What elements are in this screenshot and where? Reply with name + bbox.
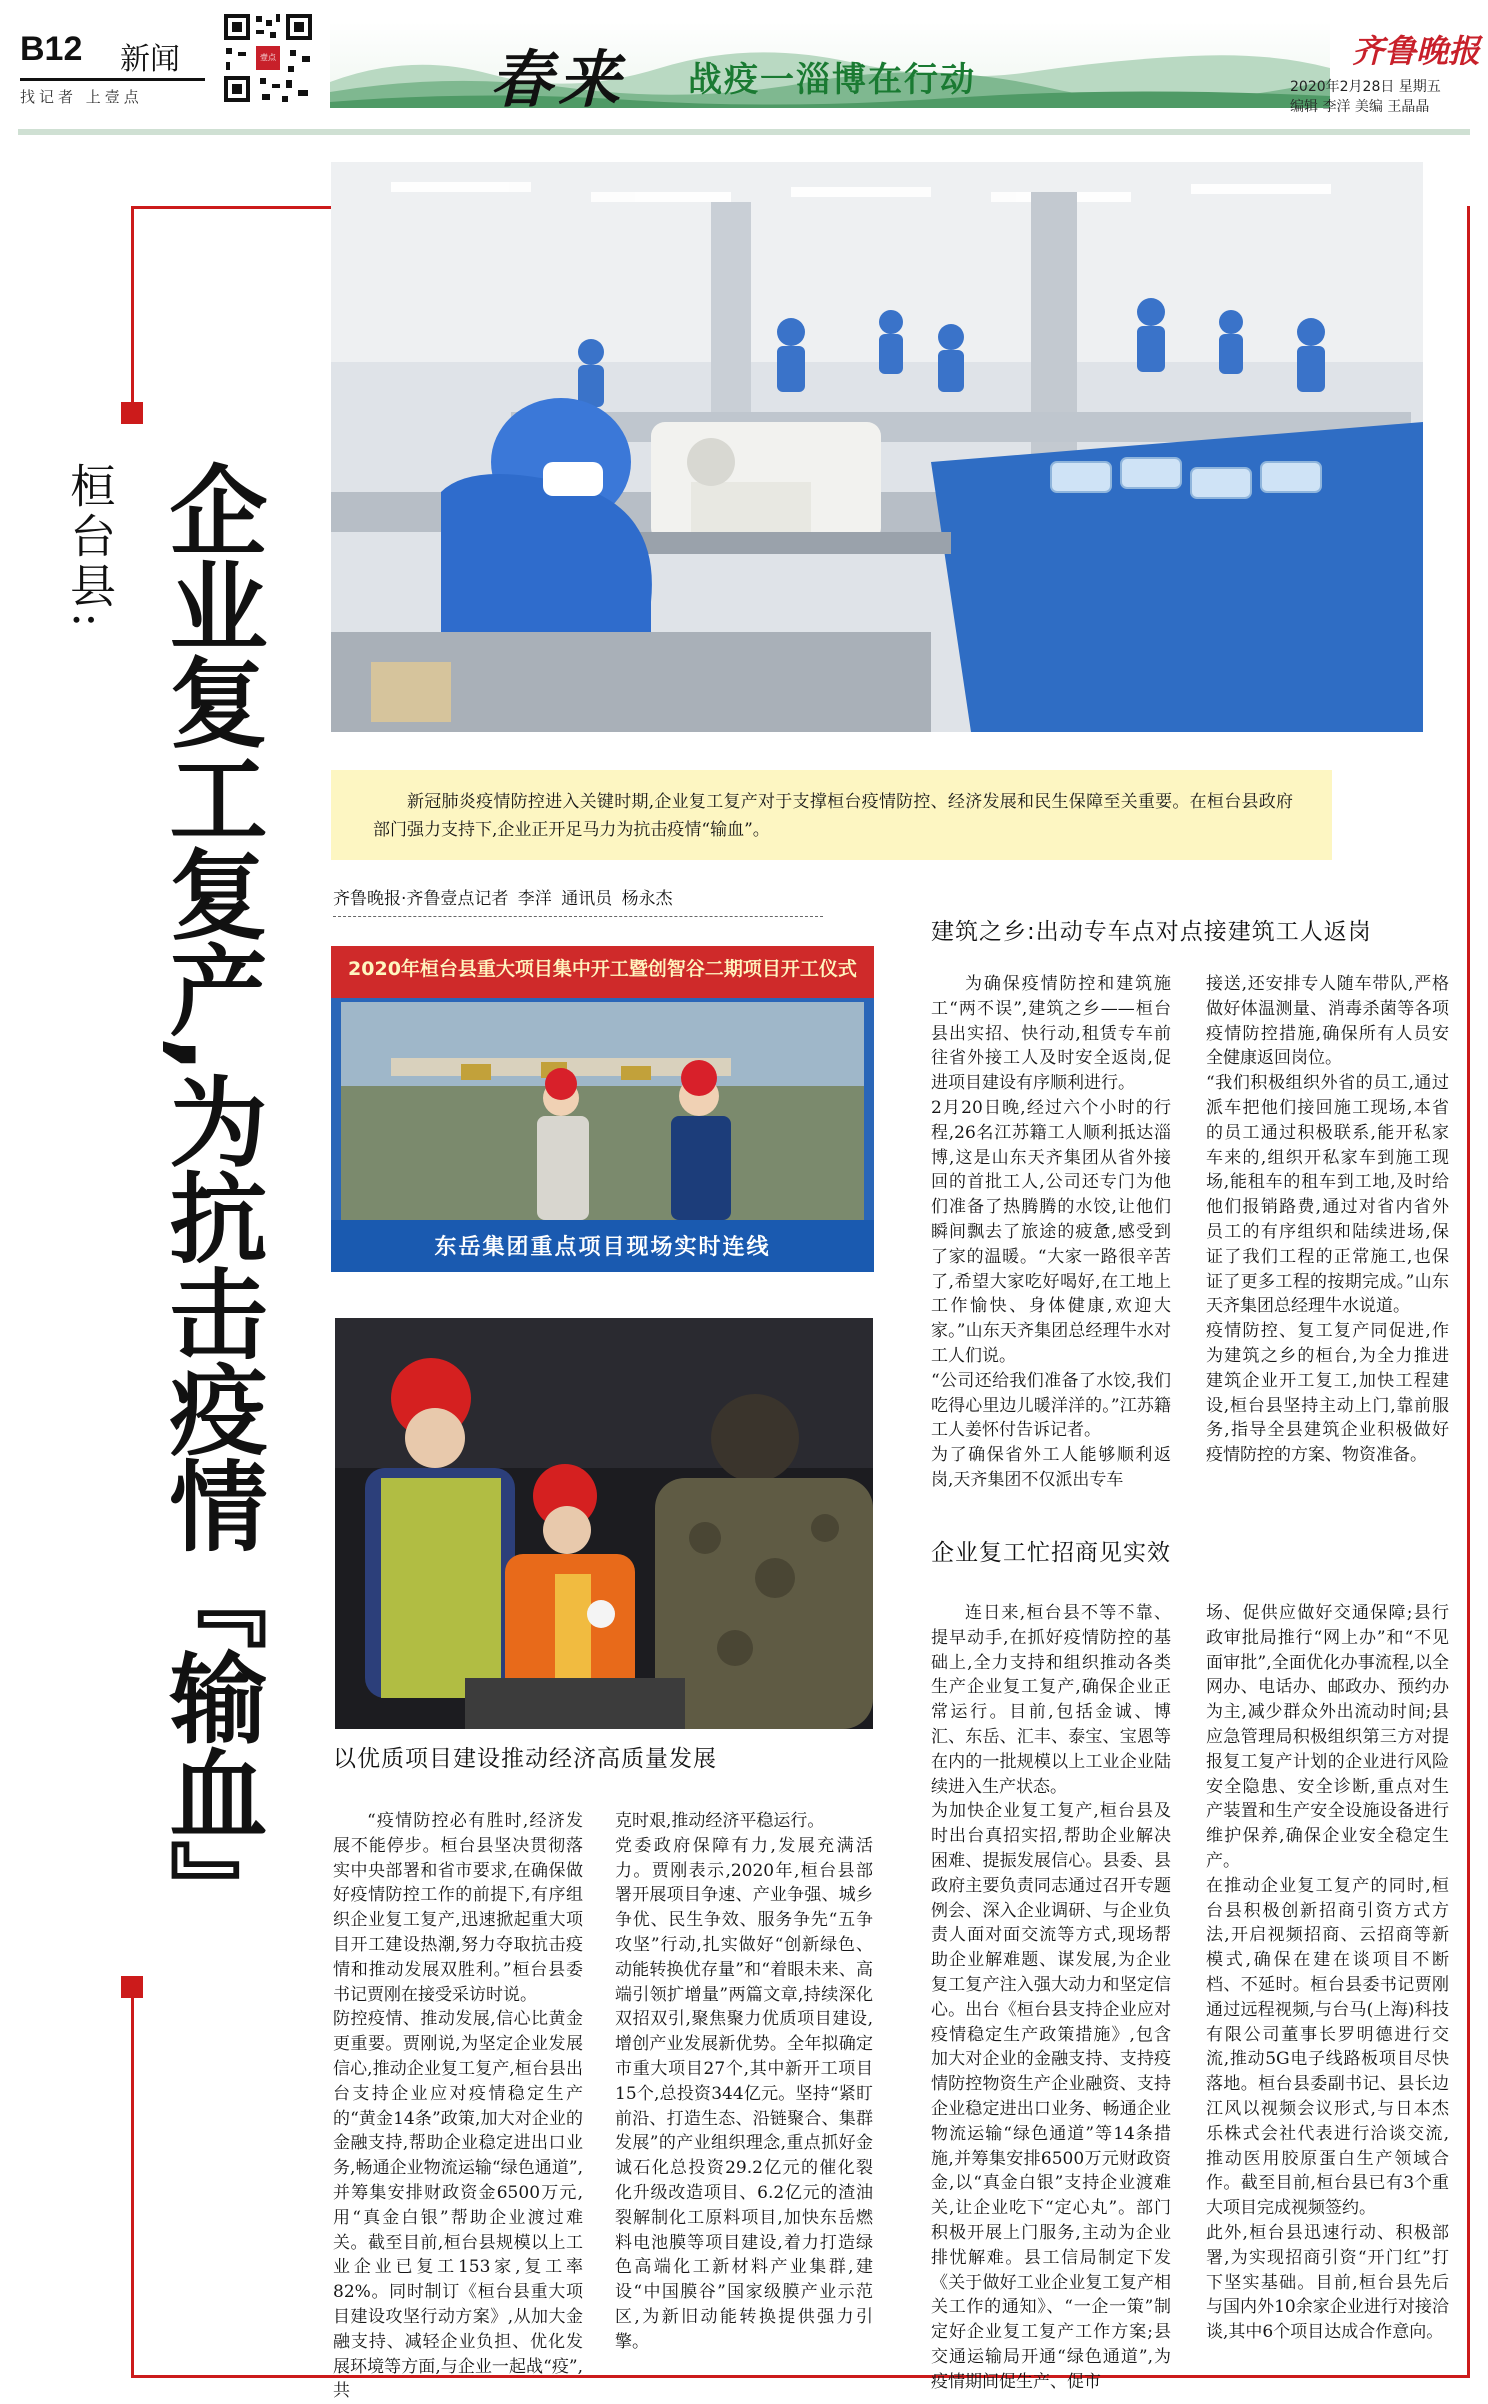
factory-workers-photo: [331, 162, 1423, 732]
temperature-check-scene-image: [335, 1318, 873, 1729]
night-workers-photo: [335, 1318, 873, 1729]
headline-kicker: 桓台县:: [63, 462, 117, 632]
header-divider: [20, 78, 205, 81]
frame-top-line: [131, 206, 332, 209]
section-label: 新闻: [120, 42, 180, 77]
projects-col2-text: 克时艰,推动经济平稳运行。 党委政府保障有力,发展充满活力。贾刚表示,2020年,桓台县部署开展项目争速、产业争强、城乡争优、民生争效、服务争先“五争攻坚”行动,扎实做好“创新绿色、动能转换优存量”和“着眼未来、高端引领扩增量”两篇文章,持续深化双招双引,聚焦聚力优质项目建设,增创产业发展新优势。全年拟确定市重大项目27个,其中新开工项目15个,总投资344亿元。坚持“紧盯前沿、打造生态、沿链聚合、集群发展”的产业组织理念,重点抓好金诚石化总投资29.2亿元的催化裂化升级改造项目、6.2亿元的渣油裂解制化工原料项目,加快东岳燃料电池膜等项目建设,着力打造绿色高端化工新材料产业集群,建设“中国膜谷”国家级膜产业示范区,为新旧动能转换提供强力引擎。: [615, 1811, 873, 2352]
header-rule: [18, 129, 1470, 135]
live-link-caption: 东岳集团重点项目现场实时连线: [434, 1235, 771, 1260]
investment-col1-text: 连日来,桓台县不等不靠、提早动手,在抓好疫情防控的基础上,全力支持和组织推动各类生产企业复工复产,确保企业正常运行。目前,包括金诚、博汇、东岳、汇丰、泰宝、宝恩等在内的一批规模以上工业企业陆续进入生产状态。 为加快企业复工复产,桓台县及时出台真招实招,帮助企业解决困难、提振发展信心。县委、县政府主要负责同志通过召开专题例会、深入企业调研、与企业负责人面对面交流等方式,现场帮助企业解难题、谋发展,为企业复工复产注入强大动力和坚定信心。出台《桓台县支持企业应对疫情稳定生产政策措施》,包含加大对企业的金融支持、支持疫情防控物资生产企业融资、支持企业稳定进出口业务、畅通企业物流运输“绿色通道”等14条措施,并筹集安排6500万元财政资金,以“真金白银”支持企业渡难关,让企业吃下“定心丸”。部门积极开展上门服务,主动为企业排忧解难。县工信局制定下发《关于做好工业企业复工复产相关工作的通知》、“一企一策”制定好企业复工复产工作方案;县交通运输局开通“绿色通道”,为疫情期间促生产、促市: [931, 1603, 1171, 2392]
construction-col2-text: 接送,还安排专人随车带队,严格做好体温测量、消毒杀菌等各项疫情防控措施,确保所有人员安全健康返回岗位。 “我们积极组织外省的员工,通过派车把他们接回施工现场,本省的员工通过积极联系,能开私家车来的,组织开私家车到施工现场,能租车的租车到工地,及时给他们报销路费,通过对省内省外员工的有序组织和陆续进场,保证了我们工程的正常施工,也保证了更多工程的按期完成。”山东天齐集团总经理牛水说道。 疫情防控、复工复产同促进,作为建筑之乡的桓台,为全力推进建筑企业开工复工,加快工程建设,桓台县坚持主动上门,靠前服务,指导全县建筑企业积极做好疫情防控的方案、物资准备。: [1206, 974, 1449, 1466]
issue-date: 2020年2月28日 星期五: [1290, 79, 1441, 95]
investment-column-2: [1206, 1601, 1449, 2345]
section-heading-investment: 企业复工忙招商见实效: [931, 1540, 1171, 1566]
projects-column-1: [333, 1809, 583, 2404]
frame-right-line: [1467, 206, 1470, 2378]
construction-col1-text: 为确保疫情防控和建筑施工“两不误”,建筑之乡——桓台县出实招、快行动,租赁专车前往省外接工人及时安全返岗,促进项目建设有序顺利进行。 2月20日晚,经过六个小时的行程,26名江苏籍工人顺利抵达淄博,这是山东天齐集团从省外接回的首批工人,公司还专门为他们准备了热腾腾的水饺,让他们瞬间飘去了旅途的疲惫,感受到了家的温暖。“大家一路很辛苦了,希望大家吃好喝好,在工地上工作愉快、身体健康,欢迎大家。”山东天齐集团总经理牛水对工人们说。 “公司还给我们准备了水饺,我们吃得心里边儿暖洋洋的。”江苏籍工人姜怀付告诉记者。 为了确保省外工人能够顺利返岗,天齐集团不仅派出专车: [931, 974, 1171, 1490]
ceremony-video-link-photo: [331, 946, 874, 1272]
editor-credits: 编辑 李洋 美编 王晶晶: [1290, 99, 1430, 115]
paper-logo: 齐鲁晚报: [1352, 32, 1481, 70]
qr-code[interactable]: [220, 10, 316, 106]
series-title: 春来: [490, 43, 627, 116]
frame-marker-bottom: [121, 1976, 143, 1998]
page-header: [0, 0, 1488, 140]
investment-column-1: [931, 1601, 1171, 2395]
section-heading-construction: 建筑之乡:出动专车点对点接建筑工人返岗: [931, 919, 1372, 945]
byline-rule: [333, 916, 823, 917]
frame-left-line-upper: [131, 206, 134, 419]
projects-col1-text: “疫情防控必有胜时,经济发展不能停步。桓台县坚决贯彻落实中央部署和省市要求,在确保做好疫情防控工作的前提下,有序组织企业复工复产,迅速掀起重大项目开工建设热潮,努力夺取抗击疫情和推动发展双胜利。”桓台县委书记贾刚在接受采访时说。 防控疫情、推动发展,信心比黄金更重要。贾刚说,为坚定企业发展信心,推动企业复工复产,桓台县出台支持企业应对疫情稳定生产的“黄金14条”政策,加大对企业的金融支持,帮助企业稳定进出口业务,畅通企业物流运输“绿色通道”,并筹集安排财政资金6500万元,用“真金白银”帮助企业渡过难关。截至目前,桓台县规模以上工业企业已复工153家,复工率82%。同时制订《桓台县重大项目建设攻坚行动方案》,从加大金融支持、减轻企业负担、优化发展环境等方面,与企业一起战“疫”,共: [333, 1811, 583, 2402]
construction-column-1: [931, 972, 1171, 1493]
page-number: B12: [20, 30, 83, 68]
construction-column-2: [1206, 972, 1449, 1468]
brand-slogan: 找记者 上壹点: [20, 88, 143, 106]
ceremony-banner-text: 2020年桓台县重大项目集中开工暨创智谷二期项目开工仪式: [348, 958, 857, 980]
investment-col2-text: 场、促供应做好交通保障;县行政审批局推行“网上办”和“不见面审批”,全面优化办事流程,以全网办、电话办、邮政办、预约办为主,减少群众外出流动时间;县应急管理局积极组织第三方对提报复工复产计划的企业进行风险安全隐患、安全诊断,重点对生产装置和生产安全设施设备进行维护保养,确保企业安全稳定生产。 在推动企业复工复产的同时,桓台县积极创新招商引资方式方法,开启视频招商、云招商等新模式,确保在建在谈项目不断档、不延时。桓台县委书记贾刚通过远程视频,与台马(上海)科技有限公司董事长罗明德进行交流,推动5G电子线路板项目尽快落地。桓台县委副书记、县长边江风以视频会议形式,与日本杰乐株式会社代表进行洽谈交流,推动医用胶原蛋白生产领域合作。截至目前,桓台县已有3个重大项目完成视频签约。 此外,桓台县迅速行动、积极部署,为实现招商引资“开门红”打下坚实基础。目前,桓台县先后与国内外10余家企业进行对接洽谈,其中6个项目达成合作意向。: [1206, 1603, 1449, 2343]
lead-paragraph-box: [331, 770, 1332, 860]
frame-bottom-line: [131, 2375, 1470, 2378]
section-heading-projects: 以优质项目建设推动经济高质量发展: [333, 1746, 717, 1772]
projects-column-2: [615, 1809, 873, 2355]
factory-sewing-scene-image: [331, 162, 1423, 732]
lead-paragraph: 新冠肺炎疫情防控进入关键时期,企业复工复产对于支撑桓台疫情防控、经济发展和民生保障至关重要。在桓台县政府部门强力支持下,企业正开足马力为抗击疫情“输血”。: [373, 792, 1293, 840]
byline: 齐鲁晚报·齐鲁壹点记者 李洋 通讯员 杨永杰: [333, 889, 673, 909]
live-connection-screen-image: [331, 946, 874, 1272]
series-subtitle: 战疫一淄博在行动: [688, 60, 976, 100]
frame-left-line-lower: [131, 1998, 134, 2378]
headline-main: 企业复工复产,为抗击疫情『输血』: [153, 460, 267, 1936]
qr-logo-label: 壹点: [260, 53, 276, 62]
frame-marker-top: [121, 402, 143, 424]
